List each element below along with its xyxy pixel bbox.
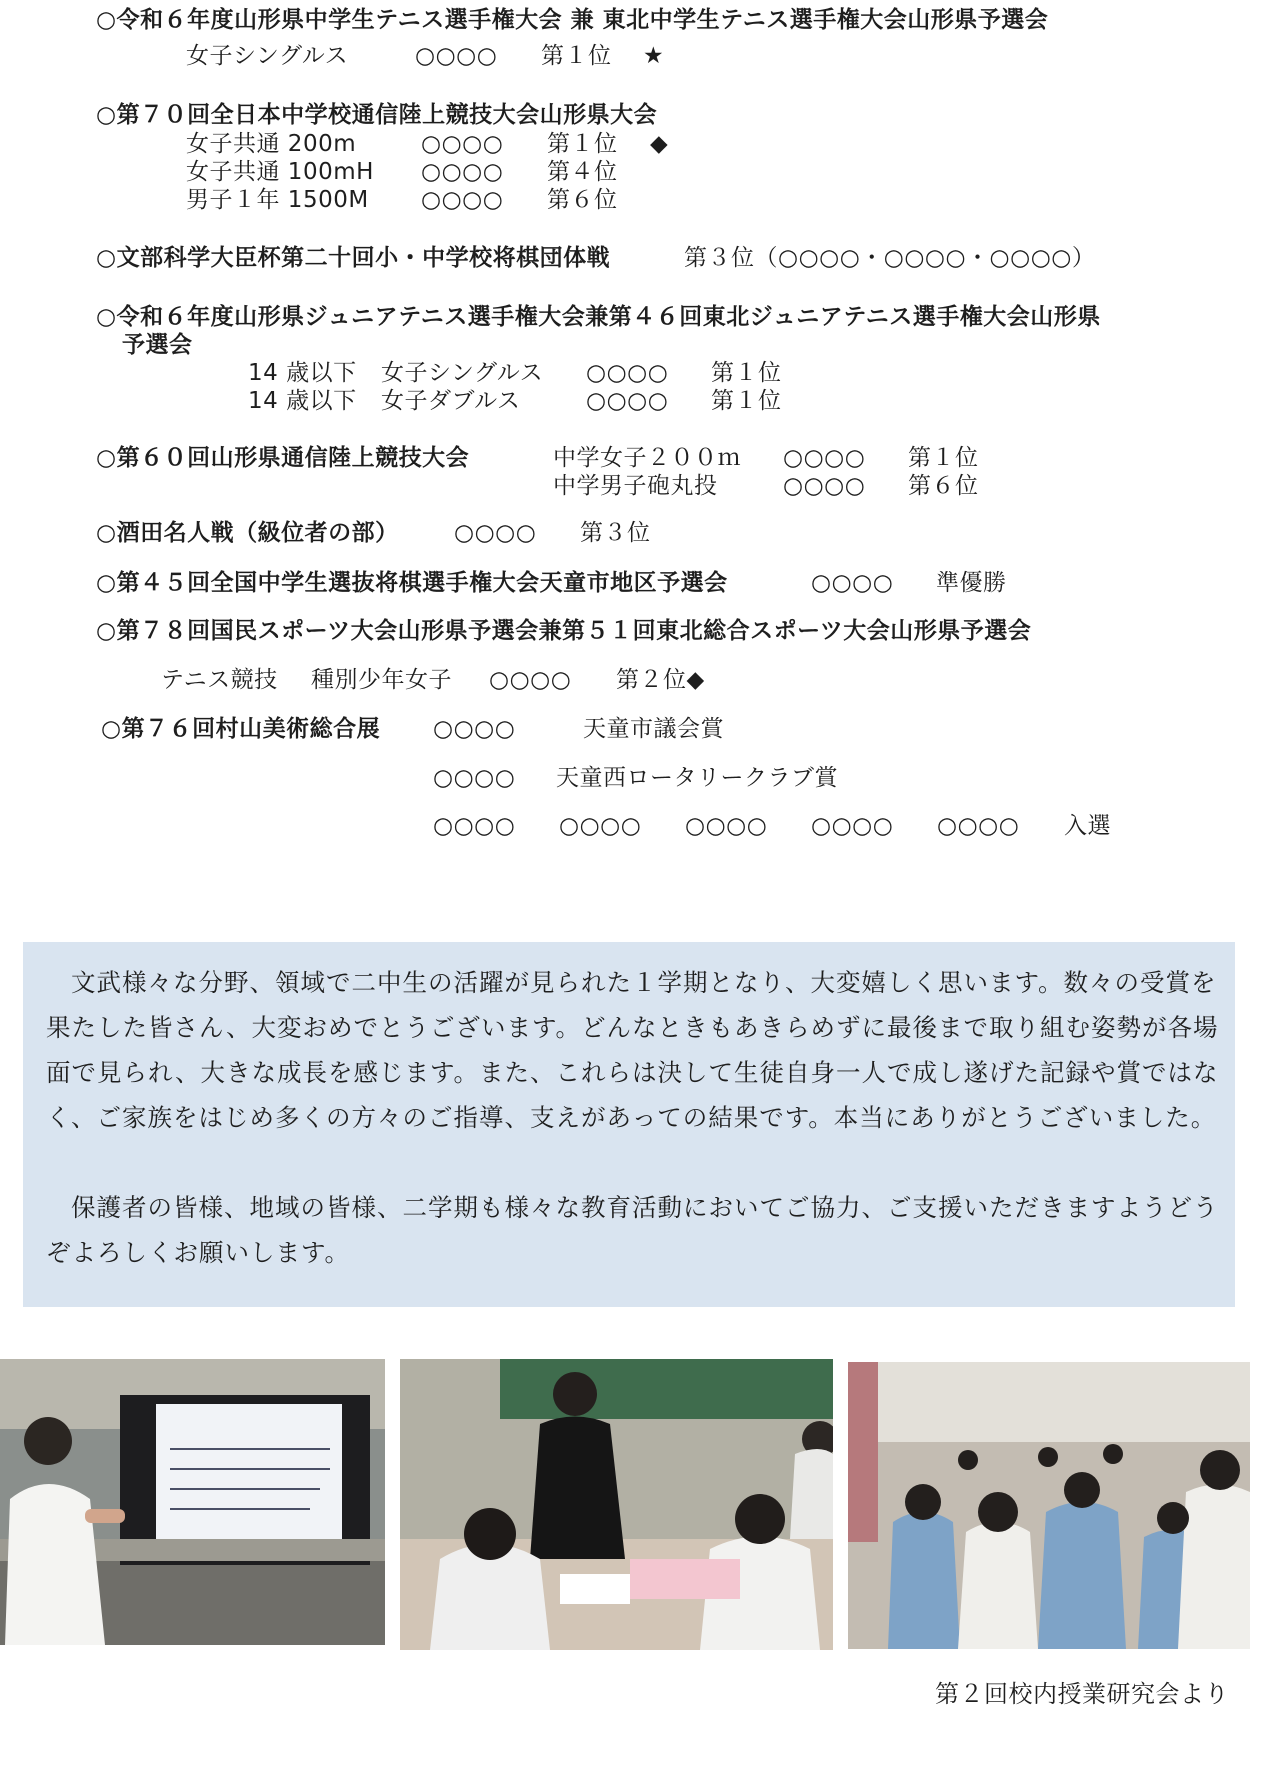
message-paragraph-2: 保護者の皆様、地域の皆様、二学期も様々な教育活動においてご協力、ご支援いただきますようどうぞよろしくお願いします。 — [46, 1193, 1219, 1267]
result-title-track-prefectural: ○第６０回山形県通信陸上競技大会 — [96, 445, 470, 471]
result-detail: 第３位（○○○○・○○○○・○○○○） — [684, 245, 1096, 271]
result-name: ○○○○ — [586, 388, 669, 414]
result-title-shogi-national: ○第４５回全国中学生選抜将棋選手権大会天童市地区予選会 — [96, 570, 728, 596]
result-rank: 第１位 — [547, 131, 618, 157]
result-rank: 第２位◆ — [616, 667, 705, 693]
result-name: ○○○○ — [454, 520, 537, 546]
result-name: ○○○○ — [559, 813, 642, 839]
result-name: ○○○○ — [415, 43, 498, 69]
result-name: ○○○○ — [489, 667, 572, 693]
result-name: ○○○○ — [783, 473, 866, 499]
result-award: 天童市議会賞 — [583, 716, 724, 742]
result-title-national-sports: ○第７８回国民スポーツ大会山形県予選会兼第５１回東北総合スポーツ大会山形県予選会 — [96, 618, 1032, 644]
photo-teacher-presentation — [0, 1359, 385, 1645]
result-sport: テニス競技 — [161, 667, 278, 693]
result-name: ○○○○ — [783, 445, 866, 471]
result-event: 女子シングルス — [186, 43, 349, 69]
diamond-mark-icon: ◆ — [650, 131, 669, 157]
result-name: ○○○○ — [433, 813, 516, 839]
result-name: ○○○○ — [421, 187, 504, 213]
result-title-art-exhibition: ○第７６回村山美術総合展 — [101, 716, 381, 742]
result-category: 種別少年女子 — [311, 667, 452, 693]
result-rank: 第１位 — [908, 445, 979, 471]
star-mark-icon: ★ — [643, 43, 665, 69]
result-age: 14 歳以下 — [248, 360, 357, 386]
result-name: ○○○○ — [421, 159, 504, 185]
result-name: ○○○○ — [586, 360, 669, 386]
result-event: 中学男子砲丸投 — [553, 473, 718, 499]
result-event: 女子共通 100mH — [186, 159, 374, 185]
result-rank: 第６位 — [908, 473, 979, 499]
principal-message-box — [23, 942, 1235, 1307]
result-title-shogi-team: ○文部科学大臣杯第二十回小・中学校将棋団体戦 — [96, 245, 611, 271]
result-name: ○○○○ — [811, 813, 894, 839]
result-rank: 第６位 — [547, 187, 618, 213]
result-title-sakata-shogi: ○酒田名人戦（級位者の部） — [96, 520, 399, 546]
photo-caption: 第２回校内授業研究会より — [935, 1680, 1229, 1708]
result-name: ○○○○ — [685, 813, 768, 839]
result-name: ○○○○ — [433, 716, 516, 742]
result-rank: 準優勝 — [936, 570, 1007, 596]
result-event: 女子シングルス — [381, 360, 544, 386]
result-rank: 第１位 — [541, 43, 612, 69]
result-event: 男子１年 1500M — [186, 187, 369, 213]
result-title-tennis-middle: ○令和６年度山形県中学生テニス選手権大会 兼 東北中学生テニス選手権大会山形県予選会 — [96, 7, 1049, 33]
result-event: 中学女子２００ｍ — [553, 445, 741, 471]
result-event: 女子ダブルス — [381, 388, 521, 414]
result-rank: 第４位 — [547, 159, 618, 185]
result-name: ○○○○ — [937, 813, 1020, 839]
result-title-junior-tennis-cont: 予選会 — [122, 332, 193, 358]
result-rank: 第３位 — [580, 520, 651, 546]
result-age: 14 歳以下 — [248, 388, 357, 414]
result-rank: 第１位 — [711, 388, 782, 414]
result-event: 女子共通 200m — [186, 131, 357, 157]
result-name: ○○○○ — [421, 131, 504, 157]
result-award: 入選 — [1064, 813, 1111, 839]
result-title-junior-tennis: ○令和６年度山形県ジュニアテニス選手権大会兼第４６回東北ジュニアテニス選手権大会山形県 — [96, 304, 1101, 330]
result-title-track-national: ○第７０回全日本中学校通信陸上競技大会山形県大会 — [96, 102, 658, 128]
result-rank: 第１位 — [711, 360, 782, 386]
photo-classroom-group-work — [400, 1359, 833, 1650]
result-name: ○○○○ — [433, 765, 516, 791]
photo-students-standing — [848, 1362, 1250, 1649]
result-award: 天童西ロータリークラブ賞 — [556, 765, 838, 791]
message-paragraph-1: 文武様々な分野、領域で二中生の活躍が見られた１学期となり、大変嬉しく思います。数々の受賞を果たした皆さん、大変おめでとうございます。どんなときもあきらめずに最後まで取り組む姿勢が各場面で見られ、大きな成長を感じます。また、これらは決して生徒自身一人で成し遂げた記録や賞ではなく、ご家族をはじめ多くの方々のご指導、支えがあっての結果です。本当にありがとうございました。 — [46, 968, 1219, 1132]
result-name: ○○○○ — [811, 570, 894, 596]
